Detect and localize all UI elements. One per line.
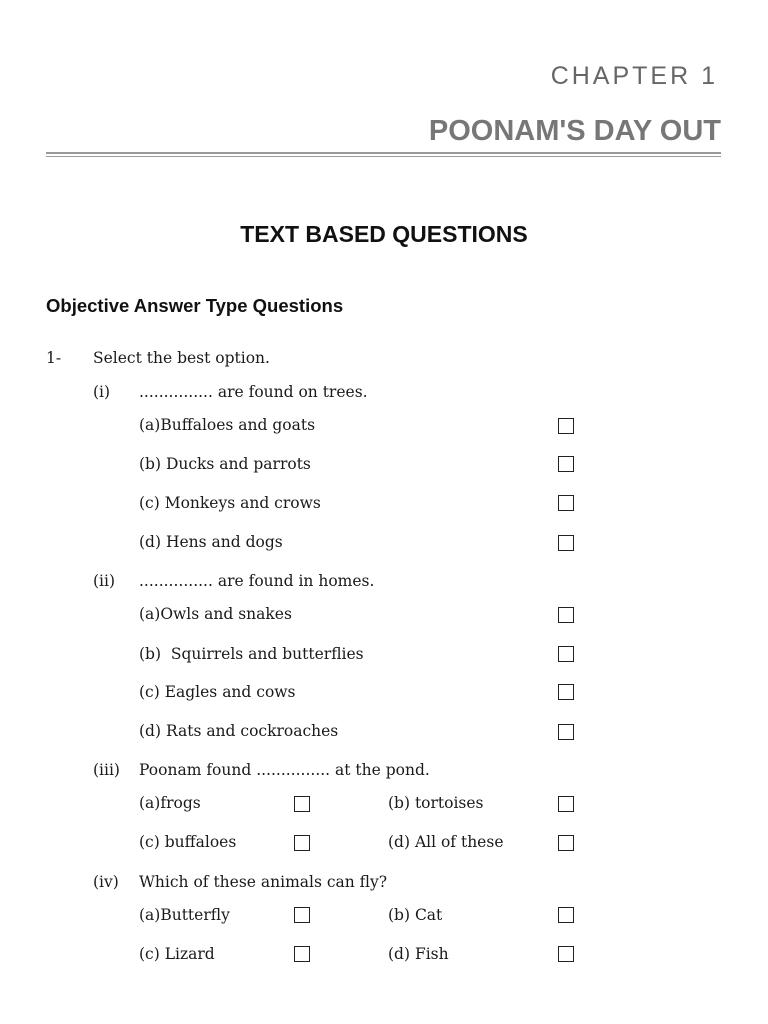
part-i-option-c-checkbox[interactable] <box>558 495 574 511</box>
part-iii-option-c-checkbox[interactable] <box>294 835 310 851</box>
part-i-option-a: (a)Buffaloes and goats <box>139 416 316 434</box>
part-iv-question: Which of these animals can fly? <box>139 873 388 891</box>
part-iii-option-b-checkbox[interactable] <box>558 796 574 812</box>
part-iii-option-c: (c) buffaloes <box>139 833 237 851</box>
section-title: TEXT BASED QUESTIONS <box>240 221 528 247</box>
part-iii-number: (iii) <box>93 761 120 779</box>
part-ii-option-d-checkbox[interactable] <box>558 724 574 740</box>
part-iv-option-c: (c) Lizard <box>139 945 215 963</box>
part-ii-option-a-checkbox[interactable] <box>558 607 574 623</box>
part-i-question: ............... are found on trees. <box>139 383 368 401</box>
part-iv-option-a-checkbox[interactable] <box>294 907 310 923</box>
header-rule-thick <box>46 152 721 154</box>
part-ii-option-b-checkbox[interactable] <box>558 646 574 662</box>
part-iii-option-d-checkbox[interactable] <box>558 835 574 851</box>
part-iii-option-b: (b) tortoises <box>388 794 484 812</box>
part-i-option-a-checkbox[interactable] <box>558 418 574 434</box>
part-i-option-b: (b) Ducks and parrots <box>139 455 311 473</box>
part-ii-option-b: (b) Squirrels and butterflies <box>139 645 364 663</box>
part-iv-number: (iv) <box>93 873 119 891</box>
chapter-title: POONAM'S DAY OUT <box>428 115 721 147</box>
header-rule-thin <box>46 156 721 157</box>
part-i-option-c: (c) Monkeys and crows <box>139 494 321 512</box>
part-iii-option-d: (d) All of these <box>388 833 504 851</box>
part-i-option-d-checkbox[interactable] <box>558 535 574 551</box>
part-iii-option-a: (a)frogs <box>139 794 201 812</box>
part-ii-option-a: (a)Owls and snakes <box>139 605 292 623</box>
part-i-option-d: (d) Hens and dogs <box>139 533 283 551</box>
part-iii-question: Poonam found ............... at the pond. <box>139 761 430 779</box>
subsection-title: Objective Answer Type Questions <box>46 295 344 316</box>
part-iv-option-d-checkbox[interactable] <box>558 946 574 962</box>
part-ii-option-d: (d) Rats and cockroaches <box>139 722 339 740</box>
part-iv-option-d: (d) Fish <box>388 945 449 963</box>
part-ii-question: ............... are found in homes. <box>139 572 375 590</box>
part-iv-option-a: (a)Butterfly <box>139 906 230 924</box>
part-ii-option-c: (c) Eagles and cows <box>139 683 296 701</box>
part-iv-option-b: (b) Cat <box>388 906 443 924</box>
part-ii-option-c-checkbox[interactable] <box>558 684 574 700</box>
part-iii-option-a-checkbox[interactable] <box>294 796 310 812</box>
part-ii-number: (ii) <box>93 572 116 590</box>
chapter-number: CHAPTER 1 <box>550 62 718 90</box>
part-iv-option-c-checkbox[interactable] <box>294 946 310 962</box>
part-i-number: (i) <box>93 383 111 401</box>
part-iv-option-b-checkbox[interactable] <box>558 907 574 923</box>
part-i-option-b-checkbox[interactable] <box>558 456 574 472</box>
question-prompt: Select the best option. <box>93 349 270 367</box>
question-number: 1- <box>46 349 62 367</box>
